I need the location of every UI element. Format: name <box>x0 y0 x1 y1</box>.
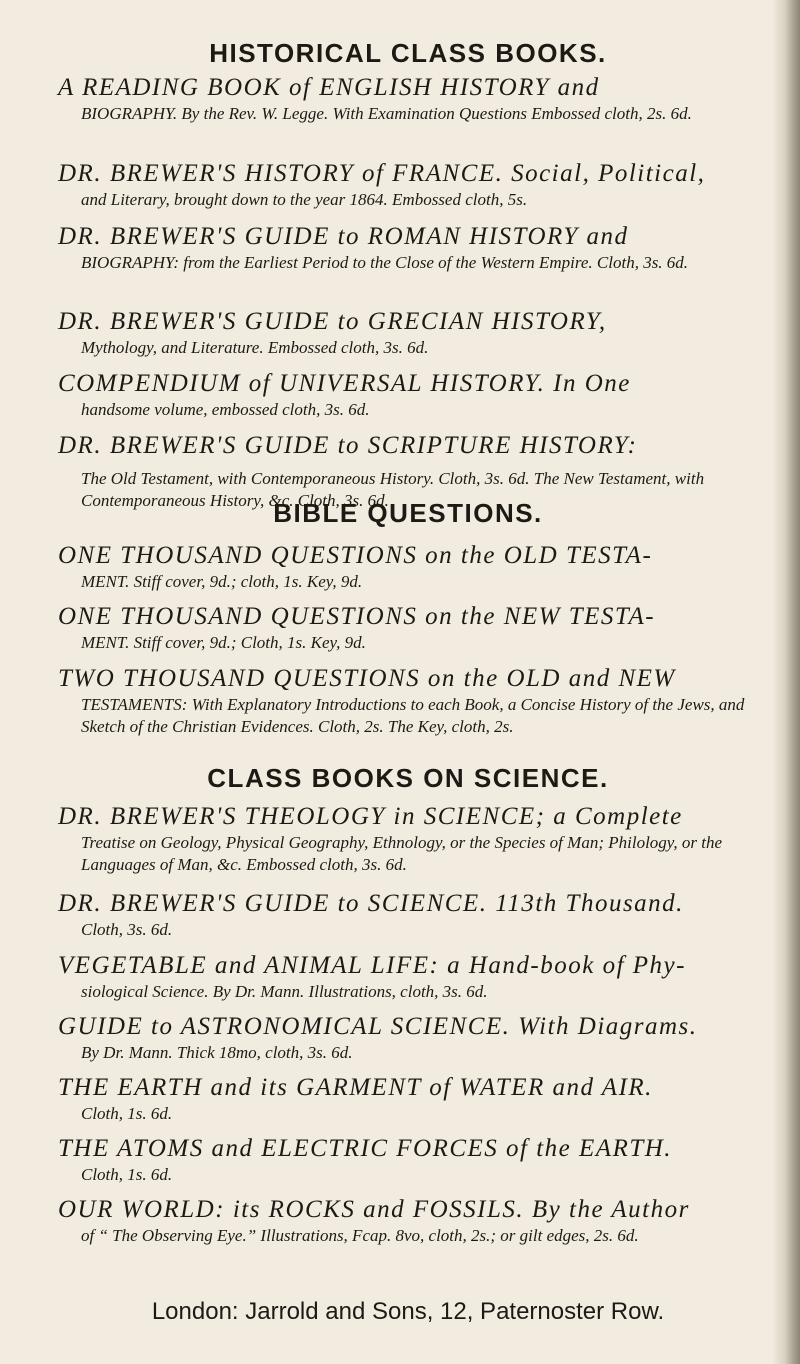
science-section-header: CLASS BOOKS ON SCIENCE. <box>207 763 609 793</box>
book-entry <box>58 664 758 738</box>
book-entry <box>58 1134 758 1186</box>
book-entry <box>58 541 758 593</box>
book-title: ONE THOUSAND QUESTIONS on the OLD TESTA- <box>58 542 653 569</box>
book-title: GUIDE to ASTRONOMICAL SCIENCE. With Diagrams. <box>58 1013 698 1040</box>
book-entry <box>58 1073 758 1125</box>
book-entry <box>58 159 758 211</box>
publisher-imprint: London: Jarrold and Sons, 12, Paternoster Row. <box>151 1298 665 1325</box>
book-title: A READING BOOK of ENGLISH HISTORY and <box>58 74 600 101</box>
book-title: DR. BREWER'S THEOLOGY in SCIENCE; a Complete <box>58 803 683 830</box>
book-title: THE EARTH and its GARMENT of WATER and AIR. <box>58 1074 653 1101</box>
book-entry <box>58 73 758 125</box>
book-description: TESTAMENTS: With Explanatory Introductions to each Book, a Concise History of the Jews, and Sketch of the Christian Evidences. Cloth, 2s. The Key, cloth, 2s. <box>81 695 745 736</box>
book-entry <box>58 307 758 359</box>
book-description: of “ The Observing Eye.” Illustrations, Fcap. 8vo, cloth, 2s.; or gilt edges, 2s. 6d. <box>81 1226 639 1245</box>
book-description: BIOGRAPHY: from the Earliest Period to the Close of the Western Empire. Cloth, 3s. 6d. <box>81 253 689 272</box>
book-title: OUR WORLD: its ROCKS and FOSSILS. By the Author <box>58 1196 690 1223</box>
book-description: handsome volume, embossed cloth, 3s. 6d. <box>81 400 370 419</box>
book-title: COMPENDIUM of UNIVERSAL HISTORY. In One <box>58 370 631 397</box>
book-description: MENT. Stiff cover, 9d.; Cloth, 1s. Key, 9d. <box>81 633 366 652</box>
book-title: THE ATOMS and ELECTRIC FORCES of the EARTH. <box>58 1135 673 1162</box>
book-description: and Literary, brought down to the year 1864. Embossed cloth, 5s. <box>81 190 528 209</box>
book-entry <box>58 369 758 421</box>
book-entry <box>58 222 758 274</box>
book-title: DR. BREWER'S GUIDE to SCIENCE. 113th Thousand. <box>58 890 684 917</box>
book-description: Cloth, 3s. 6d. <box>81 920 173 939</box>
book-description: By Dr. Mann. Thick 18mo, cloth, 3s. 6d. <box>81 1043 353 1062</box>
book-description: MENT. Stiff cover, 9d.; cloth, 1s. Key, 9d. <box>81 572 363 591</box>
book-entry <box>58 889 758 941</box>
book-title: TWO THOUSAND QUESTIONS on the OLD and NEW <box>58 665 676 692</box>
book-title: DR. BREWER'S GUIDE to GRECIAN HISTORY, <box>58 308 607 335</box>
book-description: The Old Testament, with Contemporaneous History. Cloth, 3s. 6d. The New Testament, with Contemporaneous History, &c. Cloth, 3s. 6d. <box>81 469 705 510</box>
book-entry <box>58 602 758 654</box>
book-description: siological Science. By Dr. Mann. Illustrations, cloth, 3s. 6d. <box>81 982 488 1001</box>
book-title: VEGETABLE and ANIMAL LIFE: a Hand-book of Phy- <box>58 952 686 979</box>
book-title: ONE THOUSAND QUESTIONS on the NEW TESTA- <box>58 603 656 630</box>
page-edge-shadow <box>772 0 800 1364</box>
book-entry <box>58 1195 758 1247</box>
book-description: Treatise on Geology, Physical Geography, Ethnology, or the Species of Man; Philology, or the Languages of Man, &c. Embossed cloth, 3s. 6d. <box>81 833 723 874</box>
book-entry <box>58 951 758 1003</box>
book-description: Cloth, 1s. 6d. <box>81 1165 173 1184</box>
historical-section-header: HISTORICAL CLASS BOOKS. <box>209 38 607 68</box>
book-entry <box>58 1012 758 1064</box>
book-entry <box>58 802 758 876</box>
book-description: Mythology, and Literature. Embossed cloth, 3s. 6d. <box>81 338 429 357</box>
book-title: DR. BREWER'S GUIDE to SCRIPTURE HISTORY: <box>58 432 638 459</box>
book-description: Cloth, 1s. 6d. <box>81 1104 173 1123</box>
book-title: DR. BREWER'S HISTORY of FRANCE. Social, Political, <box>58 160 706 187</box>
bible-section-header: BIBLE QUESTIONS. <box>273 498 543 528</box>
book-description: BIOGRAPHY. By the Rev. W. Legge. With Examination Questions Embossed cloth, 2s. 6d. <box>81 104 692 123</box>
book-title: DR. BREWER'S GUIDE to ROMAN HISTORY and <box>58 223 629 250</box>
